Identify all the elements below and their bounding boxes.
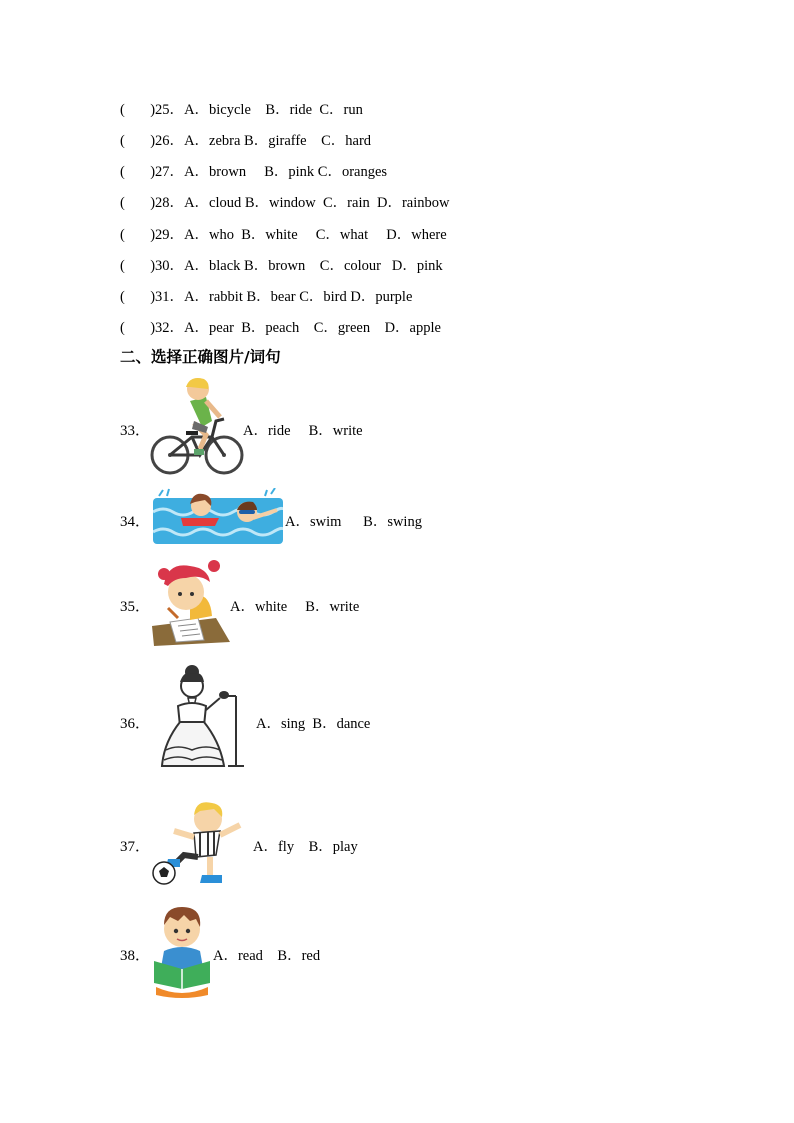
- question-28: ( )28．A．cloud B．window C．rain D．rainbow: [120, 195, 450, 211]
- section-heading: 二、选择正确图片/词句: [120, 348, 281, 366]
- question-31-options: A．rabbit B．bear C．bird D．purple: [184, 289, 413, 305]
- question-28-options: A．cloud B．window C．rain D．rainbow: [184, 195, 450, 211]
- question-37-options: A．fly B．play: [253, 839, 358, 855]
- question-34-number: 34．: [120, 514, 151, 530]
- boy-playing-football-icon: [150, 797, 254, 889]
- question-31: ( )31．A．rabbit B．bear C．bird D．purple: [120, 289, 413, 305]
- question-33-options: A．ride B．write: [243, 423, 363, 439]
- question-38-options: A．read B．red: [213, 948, 321, 964]
- question-26: ( )26．A．zebra B．giraffe C．hard: [120, 133, 372, 149]
- question-29: ( )29．A．who B．white C．what D．where: [120, 227, 447, 243]
- question-35-options: A．white B．write: [230, 599, 360, 615]
- question-26-options: A．zebra B．giraffe C．hard: [184, 133, 372, 149]
- question-33-number: 33．: [120, 423, 151, 439]
- question-35-number: 35．: [120, 599, 151, 615]
- question-25: ( )25．A．bicycle B．ride C．run: [120, 102, 363, 118]
- question-30-options: A．black B．brown C．colour D．pink: [184, 258, 443, 274]
- girl-writing-icon: [150, 556, 230, 648]
- boy-reading-icon: [150, 903, 214, 999]
- question-32: ( )32．A．pear B．peach C．green D．apple: [120, 320, 441, 336]
- question-32-options: A．pear B．peach C．green D．apple: [184, 320, 441, 336]
- question-30: ( )30．A．black B．brown C．colour D．pink: [120, 258, 443, 274]
- boy-riding-bicycle-icon: [150, 375, 245, 477]
- woman-singing-icon: [158, 662, 250, 768]
- kids-swimming-icon: [153, 488, 283, 546]
- question-38-number: 38．: [120, 948, 151, 964]
- question-36-options: A．sing B．dance: [256, 716, 371, 732]
- question-27: ( )27．A．brown B．pink C．oranges: [120, 164, 388, 180]
- question-25-options: A．bicycle B．ride C．run: [184, 102, 363, 118]
- question-36-number: 36．: [120, 716, 151, 732]
- question-27-options: A．brown B．pink C．oranges: [184, 164, 388, 180]
- question-29-options: A．who B．white C．what D．where: [184, 227, 447, 243]
- question-34-options: A．swim B．swing: [285, 514, 422, 530]
- question-37-number: 37．: [120, 839, 151, 855]
